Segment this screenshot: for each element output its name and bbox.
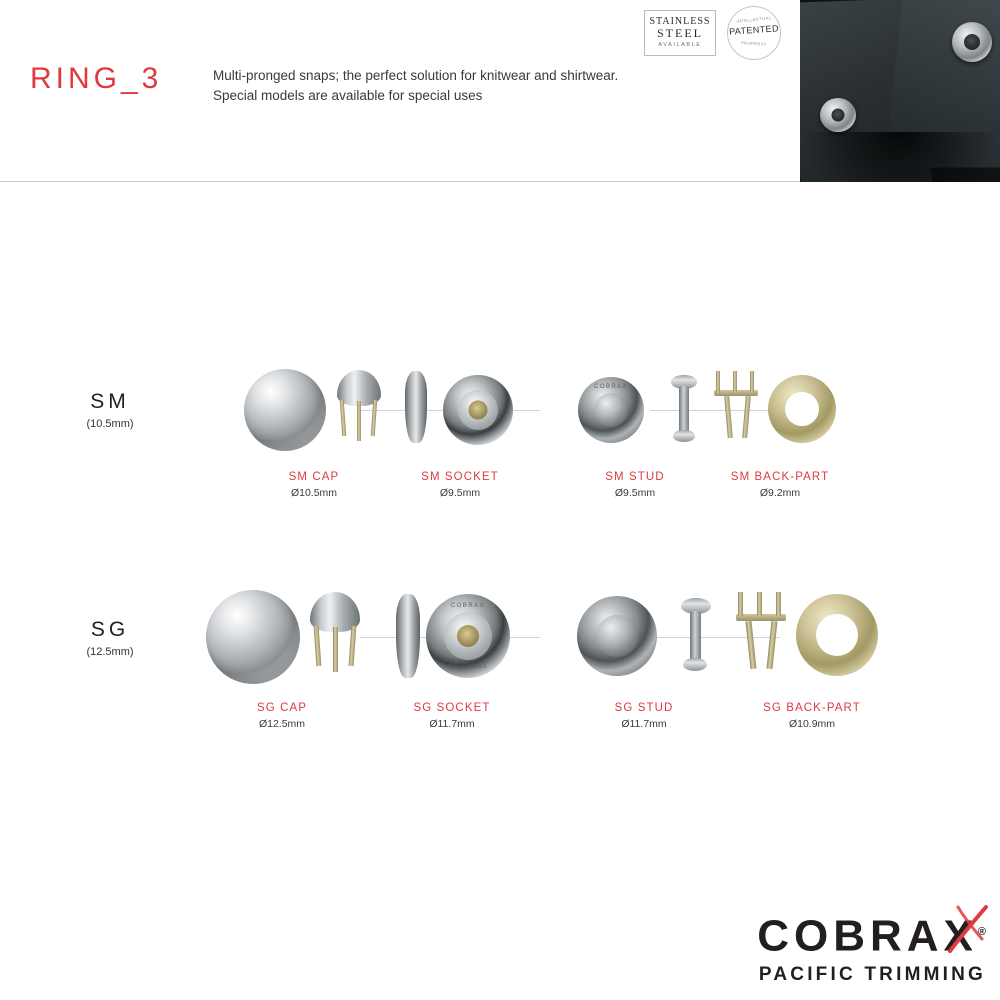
sm-backpart-ring-hole <box>785 392 819 426</box>
sm-backpart-prong-3 <box>750 371 754 393</box>
connector-sg-right <box>650 637 780 638</box>
footer-brand <box>757 909 986 986</box>
sm-backpart-leg-2 <box>742 396 751 438</box>
brand-tagline: PACIFIC TRIMMING <box>758 964 986 985</box>
caption-sm-socket-dim: Ø9.5mm <box>439 487 481 499</box>
connector-sm-right <box>650 410 780 411</box>
row-sm-label <box>45 390 175 430</box>
sg-backpart-prong-3 <box>776 592 781 616</box>
sm-cap-dome <box>244 369 326 451</box>
row-sm-size: (10.5mm) <box>86 418 134 430</box>
brand-logo <box>757 909 986 960</box>
caption-sg-cap <box>192 702 372 730</box>
row-sg-code: SG <box>90 618 130 641</box>
page-header <box>0 0 1000 182</box>
header-divider <box>0 181 800 182</box>
subtitle-line-2: Special models are available for special uses <box>213 88 483 103</box>
caption-sg-backpart-name: SG BACK-PART <box>763 702 861 714</box>
caption-sg-socket-dim: Ø11.7mm <box>429 718 475 730</box>
caption-sm-cap-dim: Ø10.5mm <box>290 487 338 499</box>
sg-cap-prong-2 <box>333 627 338 672</box>
sm-backpart-ring <box>768 375 836 443</box>
page-title: RING_3 <box>30 62 163 95</box>
sg-backpart-prong-2 <box>757 592 762 616</box>
stainless-steel-badge <box>644 10 716 56</box>
sg-socket-front <box>426 594 510 678</box>
snap-photo-bottom <box>820 98 856 132</box>
sm-stud-dome <box>594 393 628 427</box>
sm-backpart-prong-1 <box>716 371 720 393</box>
sg-backpart-prong-1 <box>738 592 743 616</box>
sg-backpart-leg-1 <box>746 621 757 669</box>
badge-patented-main: PATENTED <box>728 23 780 37</box>
caption-sg-backpart-dim: Ø10.9mm <box>788 718 836 730</box>
sg-backpart-leg-2 <box>767 621 778 669</box>
sg-socket-hole <box>457 625 479 647</box>
caption-sm-socket <box>370 471 550 499</box>
row-sg-label <box>45 618 175 658</box>
sg-cap-dome <box>206 590 300 684</box>
patented-badge <box>727 6 781 60</box>
sg-socket-engraving-top: COBRAX <box>450 603 486 609</box>
sg-socket-engraving-bottom: ORIGINAL <box>447 664 489 670</box>
sm-stud-side-base <box>673 430 695 442</box>
row-sm-code: SM <box>90 390 130 413</box>
badge-steel-line-3: AVAILABLE <box>658 42 702 48</box>
sm-stud-front <box>578 377 644 443</box>
sg-cap-prong-3 <box>349 626 357 666</box>
sm-socket-front <box>443 375 513 445</box>
badge-patented-top: INTELLECTUAL <box>736 15 772 24</box>
caption-sm-cap-name: SM CAP <box>288 471 340 483</box>
badge-steel-line-1: STAINLESS <box>649 16 711 27</box>
sm-cap-prong-2 <box>357 401 361 441</box>
sg-backpart-ring <box>796 594 878 676</box>
caption-sg-stud-dim: Ø11.7mm <box>621 718 667 730</box>
row-sg-size: (12.5mm) <box>86 646 134 658</box>
sg-backpart-ring-hole <box>816 614 858 656</box>
sm-cap-prong-1 <box>340 400 347 436</box>
sg-cap-prong-1 <box>314 626 322 666</box>
caption-sg-backpart <box>722 702 902 730</box>
caption-sg-stud-name: SG STUD <box>614 702 674 714</box>
sg-stud-side-base <box>683 658 707 671</box>
brand-name: COBRA <box>757 912 944 961</box>
subtitle-line-1: Multi-pronged snaps; the perfect solution for knitwear and shirtwear. <box>213 68 619 83</box>
badge-patented-bottom: PROPERTY <box>740 40 768 47</box>
sg-stud-dome <box>596 615 638 657</box>
caption-sm-backpart <box>690 471 870 499</box>
snap-photo-top <box>952 22 992 62</box>
caption-sm-socket-name: SM SOCKET <box>421 471 499 483</box>
brand-tail: X <box>943 912 978 961</box>
badge-steel-line-2: STEEL <box>657 26 703 40</box>
caption-sg-socket-name: SG SOCKET <box>413 702 491 714</box>
sm-cap-prong-3 <box>371 400 378 436</box>
caption-sm-backpart-name: SM BACK-PART <box>730 471 830 483</box>
hero-shadow <box>800 132 1000 182</box>
snap-photo-top-center <box>964 34 980 50</box>
page-subtitle <box>213 66 618 106</box>
caption-sm-backpart-dim: Ø9.2mm <box>759 487 801 499</box>
sm-stud-engraving: COBRAX <box>594 384 628 390</box>
caption-sm-stud-dim: Ø9.5mm <box>614 487 656 499</box>
sg-stud-front <box>577 596 657 676</box>
caption-sg-stud <box>554 702 734 730</box>
hero-photo <box>800 0 1000 182</box>
snap-photo-bottom-center <box>832 109 845 122</box>
caption-sg-socket <box>362 702 542 730</box>
caption-sg-cap-name: SG CAP <box>256 702 308 714</box>
registered-mark: ® <box>977 926 986 939</box>
sm-backpart-prong-2 <box>733 371 737 393</box>
sg-socket-side <box>396 594 420 678</box>
caption-sm-stud-name: SM STUD <box>605 471 665 483</box>
sm-backpart-leg-1 <box>724 396 733 438</box>
caption-sg-cap-dim: Ø12.5mm <box>258 718 306 730</box>
sm-socket-side <box>405 371 427 443</box>
sm-socket-hole <box>469 401 488 420</box>
